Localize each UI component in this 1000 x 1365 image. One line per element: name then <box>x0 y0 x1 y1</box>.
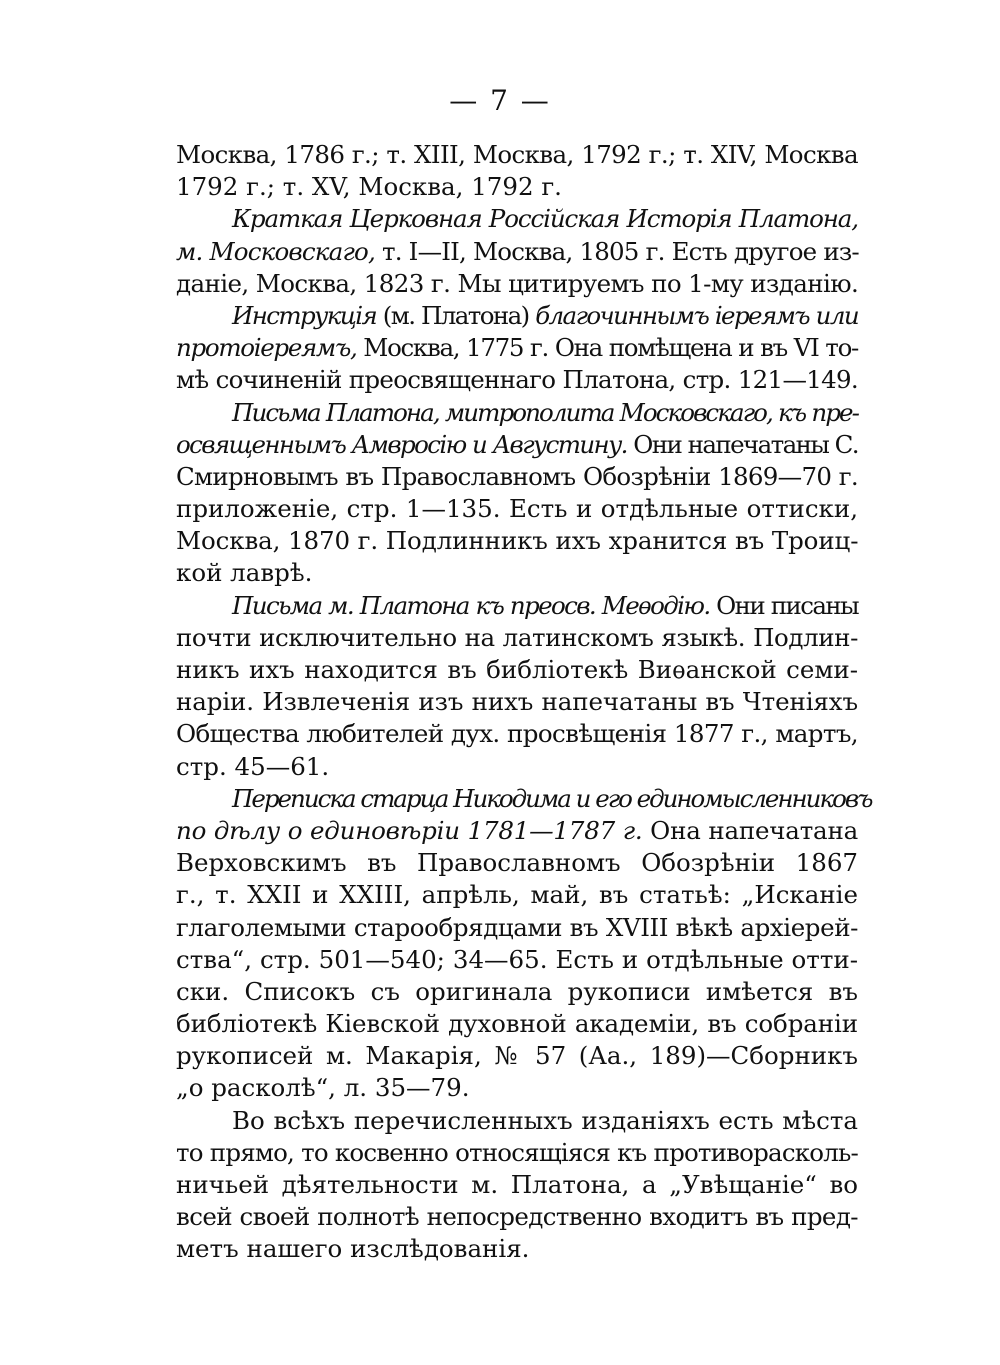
text-segment: никъ ихъ находится въ библіотекѣ Виѳанской семи- <box>176 655 858 684</box>
text-segment: Во всѣхъ перечисленныхъ изданіяхъ есть мѣста <box>232 1105 858 1135</box>
text-line <box>176 364 858 396</box>
text-segment: протоіереямъ, <box>176 333 357 363</box>
text-segment: Письма Платона, митрополита Московскаго, къ пре- <box>232 397 858 427</box>
text-segment: ства“, стр. 501—540; 34—65. Есть и отдѣльные отти- <box>176 944 858 974</box>
text-segment: Они напечатаны С. <box>626 429 858 459</box>
text-segment: Она напечатана <box>642 815 858 845</box>
text-segment: по дѣлу о единовѣріи 1781—1787 г. <box>176 815 643 845</box>
text-line <box>176 300 858 332</box>
text-line <box>176 718 858 750</box>
text-segment: Инструкція <box>232 300 377 330</box>
text-line <box>176 1008 858 1040</box>
text-line <box>176 332 858 364</box>
text-segment: Письма м. Платона къ преосв. Меѳодію. <box>232 590 710 620</box>
text-segment: ничьей дѣятельности м. Платона, а „Увѣщаніе“ во <box>176 1170 858 1199</box>
text-segment: Общества любителей дух. просвѣщенія 1877 г., мартъ, <box>176 719 858 749</box>
text-line <box>176 1201 858 1233</box>
text-segment: м. Московскаго, <box>176 236 375 266</box>
text-line <box>176 171 858 203</box>
text-segment: „о расколѣ“, л. 35—79. <box>176 1073 470 1103</box>
text-line <box>176 654 858 686</box>
text-segment: ски. Списокъ съ оригинала рукописи имѣется въ <box>176 976 858 1006</box>
text-segment: приложеніе, стр. 1—135. Есть и отдѣльные оттиски, <box>176 494 858 524</box>
text-line <box>176 622 858 654</box>
text-line <box>176 847 858 879</box>
text-segment: мѣ сочиненій преосвященнаго Платона, стр. 121—149. <box>176 365 858 395</box>
text-segment: почти исключительно на латинскомъ языкѣ. Подлин- <box>176 622 858 652</box>
text-line <box>176 1169 858 1201</box>
text-line <box>176 493 858 525</box>
text-line <box>176 1072 858 1104</box>
text-line <box>176 429 858 461</box>
text-line <box>176 139 858 171</box>
page-number: — 7 — <box>449 84 551 117</box>
text-line <box>176 944 858 976</box>
text-line <box>176 1233 858 1265</box>
text-line <box>176 686 858 718</box>
text-line <box>176 1105 858 1137</box>
text-segment: Москва, 1786 г.; т. XIII, Москва, 1792 г.; т. XIV, Москва <box>176 140 858 169</box>
text-line <box>176 236 858 268</box>
text-line <box>176 203 858 235</box>
text-line <box>176 525 858 557</box>
text-line <box>176 1137 858 1169</box>
text-segment: рукописей м. Макарія, № 57 (Аа., 189)—Сборникъ <box>176 1041 858 1071</box>
text-segment: то прямо, то косвенно относящіяся къ противорасколь- <box>176 1137 858 1167</box>
text-line <box>176 557 858 589</box>
text-segment: Верховскимъ въ Православномъ Обозрѣніи 1867 <box>176 848 858 878</box>
text-segment: библіотекѣ Кіевской духовной академіи, въ собраніи <box>176 1009 858 1039</box>
text-line <box>176 268 858 300</box>
text-line <box>176 783 872 815</box>
text-segment: Смирновымъ въ Православномъ Обозрѣніи 1869—70 г. <box>176 461 858 491</box>
text-segment: даніе, Москва, 1823 г. Мы цитируемъ по 1-му изданію. <box>176 268 859 298</box>
text-segment: г., т. XXII и XXIII, апрѣль, май, въ статьѣ: „Исканіе <box>176 880 858 910</box>
text-line <box>176 815 858 847</box>
text-segment: 1792 г.; т. XV, Москва, 1792 г. <box>176 172 562 202</box>
text-segment: освященнымъ Амвросію и Августину. <box>176 429 627 459</box>
text-segment: всей своей полнотѣ непосредственно входитъ въ пред- <box>176 1202 858 1232</box>
text-body <box>176 139 872 1266</box>
text-line <box>176 1040 858 1072</box>
text-line <box>176 751 858 783</box>
text-segment: Они писаны <box>709 590 858 620</box>
text-segment: т. I—II, Москва, 1805 г. Есть другое из- <box>374 236 859 266</box>
text-segment: наріи. Извлеченія изъ нихъ напечатаны въ Чтеніяхъ <box>176 687 858 717</box>
text-line <box>176 397 858 429</box>
text-segment: Краткая Церковная Россійская Исторія Платона, <box>232 204 858 234</box>
text-segment: глаголемыми старообрядцами въ XVIII вѣкѣ архіерей- <box>176 912 858 942</box>
text-segment: метъ нашего изслѣдованія. <box>176 1234 530 1264</box>
text-segment: благочиннымъ іереямъ или <box>535 300 859 330</box>
text-segment: кой лаврѣ. <box>176 558 313 588</box>
text-segment: стр. 45—61. <box>176 751 330 781</box>
text-line <box>176 590 858 622</box>
text-line <box>176 879 858 911</box>
text-line <box>176 976 858 1008</box>
text-segment: Переписка старца Никодима и его единомысленниковъ <box>232 783 872 813</box>
text-segment: (м. Платона) <box>376 300 536 330</box>
text-segment: Москва, 1870 г. Подлинникъ ихъ хранится въ Троиц- <box>176 526 859 556</box>
text-segment: Москва, 1775 г. Она помѣщена и въ VI то- <box>356 333 858 363</box>
text-line <box>176 461 858 493</box>
text-line <box>176 912 858 944</box>
